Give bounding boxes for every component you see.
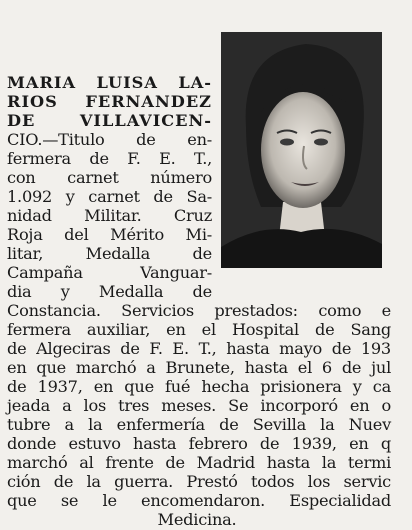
text-line: Roja del Mérito Mi- xyxy=(7,225,212,244)
text-line: marchó al frente de Madrid hasta la termi xyxy=(7,453,391,472)
text-line: con carnet número xyxy=(7,168,212,187)
text-line: en que marchó a Brunete, hasta el 6 de jul xyxy=(7,358,391,377)
text-line: que se le encomendaron. Especialidad xyxy=(7,491,391,510)
text-line: nidad Militar. Cruz xyxy=(7,206,212,225)
text-line: ción de la guerra. Prestó todos los servic xyxy=(7,472,391,491)
text-line: dia y Medalla de xyxy=(7,282,212,301)
text-line: Medicina. xyxy=(157,510,237,529)
text-line: Campaña Vanguar- xyxy=(7,263,212,282)
text-line: tubre a la enfermería de Sevilla la Nuev xyxy=(7,415,391,434)
text-line: CIO.—Titulo de en- xyxy=(7,130,212,149)
name-line: RIOS FERNANDEZ xyxy=(7,92,212,111)
name-line: MARIA LUISA LA- xyxy=(7,73,212,92)
text-line: jeada a los tres meses. Se incorporó en o xyxy=(7,396,391,415)
text-line: 1.092 y carnet de Sa- xyxy=(7,187,212,206)
portrait-image xyxy=(221,32,382,268)
text-line: de 1937, en que fué hecha prisionera y ca xyxy=(7,377,391,396)
name-line: DE VILLAVICEN- xyxy=(7,111,212,130)
text-line: donde estuvo hasta febrero de 1939, en q xyxy=(7,434,391,453)
text-line: fermera de F. E. T., xyxy=(7,149,212,168)
portrait-photo xyxy=(221,32,382,268)
text-line: de Algeciras de F. E. T., hasta mayo de 193 xyxy=(7,339,391,358)
text-line: Constancia. Servicios prestados: como e xyxy=(7,301,391,320)
text-line: litar, Medalla de xyxy=(7,244,212,263)
text-line: fermera auxiliar, en el Hospital de Sang xyxy=(7,320,391,339)
